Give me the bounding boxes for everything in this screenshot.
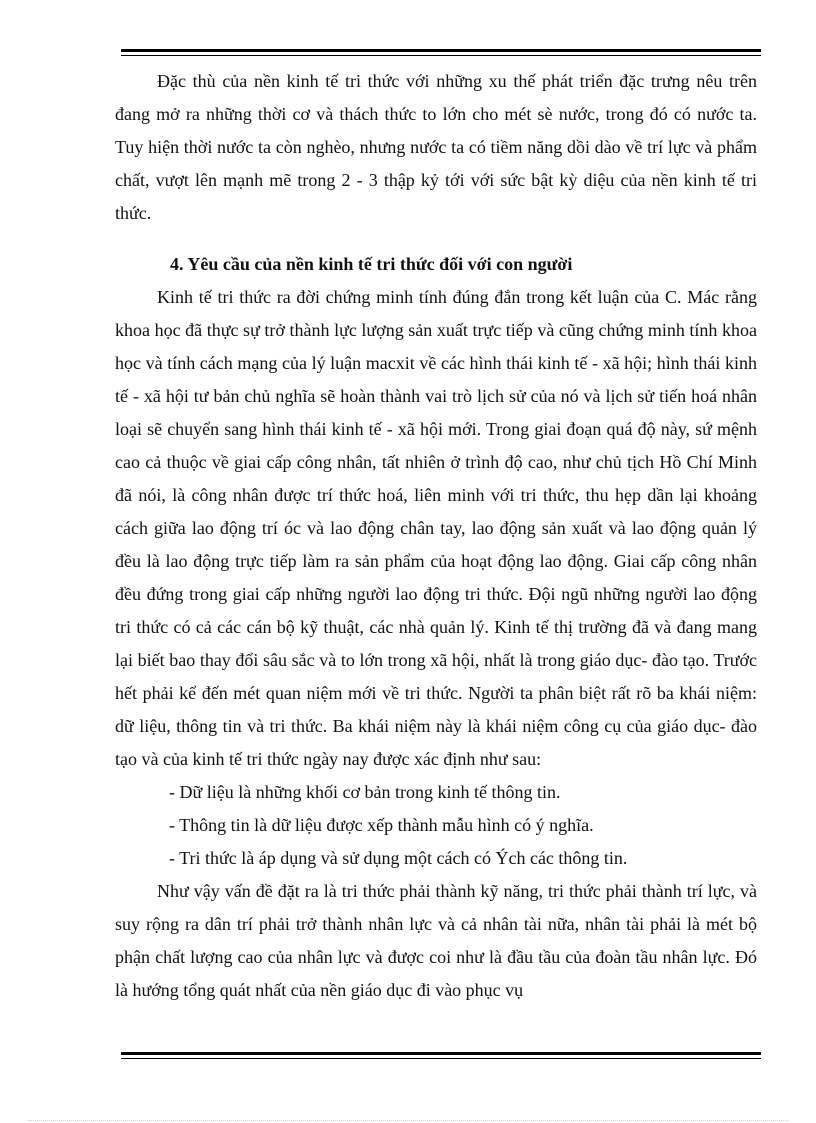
paragraph-opportunities: Đặc thù của nền kinh tế tri thức với những xu thế phát triển đặc trưng nêu trên đang mở ra những thời cơ và thách thức to lớn cho mét sè nước, trong đó có nước ta. Tuy hiện thời nước ta còn nghèo, nhưng nước ta có tiềm năng dồi dào về trí lực và phẩm chất, vượt lên mạnh mẽ trong 2 - 3 thập kỷ tới với sức bật kỳ diệu của nền kinh tế tri thức. bbox=[115, 71, 757, 223]
footer-rule-thick bbox=[121, 1052, 761, 1055]
header-rule-thick bbox=[121, 49, 761, 52]
header-rule-thin bbox=[121, 55, 761, 56]
paragraph-conclusion: Như vậy vấn đề đặt ra là tri thức phải thành kỹ năng, tri thức phải thành trí lực, và suy rộng ra dân trí phải trở thành nhân lực và cả nhân tài nữa, nhân tài phải là mét bộ phận chất lượng cao của nhân lực và được coi như là đầu tầu của đoàn tầu nhân lực. Đó là hướng tổng quát nhất của nền giáo dục đi vào phục vụ bbox=[115, 881, 757, 1000]
list-item-knowledge: - Tri thức là áp dụng và sử dụng một cách có Ých các thông tin. bbox=[169, 848, 628, 868]
footer-rule bbox=[121, 1052, 761, 1059]
list-item-information: - Thông tin là dữ liệu được xếp thành mẫu hình có ý nghĩa. bbox=[169, 815, 594, 835]
page-boundary-line bbox=[28, 1120, 788, 1121]
page-content bbox=[115, 65, 757, 1007]
header-rule bbox=[121, 49, 761, 56]
section-heading: 4. Yêu cầu của nền kinh tế tri thức đối với con người bbox=[170, 254, 573, 274]
footer-rule-thin bbox=[121, 1058, 761, 1059]
paragraph-knowledge-economy: Kinh tế tri thức ra đời chứng minh tính đúng đắn trong kết luận của C. Mác rằng khoa học đã thực sự trở thành lực lượng sản xuất trực tiếp và cũng chứng minh tính khoa học và tính cách mạng của lý luận macxit về các hình thái kinh tế - xã hội; hình thái kinh tế - xã hội tư bản chủ nghĩa sẽ hoàn thành vai trò lịch sử của nó và lịch sử tiến hoá nhân loại sẽ chuyển sang hình thái kinh tế - xã hội mới. Trong giai đoạn quá độ này, sứ mệnh cao cả thuộc về giai cấp công nhân, tất nhiên ở trình độ cao, như chủ tịch Hồ Chí Minh đã nói, là công nhân được trí thức hoá, liên minh với tri thức, thu hẹp dần lại khoảng cách giữa lao động trí óc và lao động chân tay, lao động sản xuất và lao động quản lý đều là lao động trực tiếp làm ra sản phẩm của hoạt động lao động. Giai cấp công nhân đều đứng trong giai cấp những người lao động tri thức. Đội ngũ những người lao động tri thức có cả các cán bộ kỹ thuật, các nhà quản lý. Kinh tế thị trường đã và đang mang lại biết bao thay đổi sâu sắc và to lớn trong xã hội, nhất là trong giáo dục- đào tạo. Trước hết phải kể đến mét quan niệm mới về tri thức. Người ta phân biệt rất rõ ba khái niệm: dữ liệu, thông tin và tri thức. Ba khái niệm này là khái niệm công cụ của giáo dục- đào tạo và của kinh tế tri thức ngày nay được xác định như sau: bbox=[115, 287, 757, 769]
list-item-data: - Dữ liệu là những khối cơ bản trong kinh tế thông tin. bbox=[169, 782, 561, 802]
